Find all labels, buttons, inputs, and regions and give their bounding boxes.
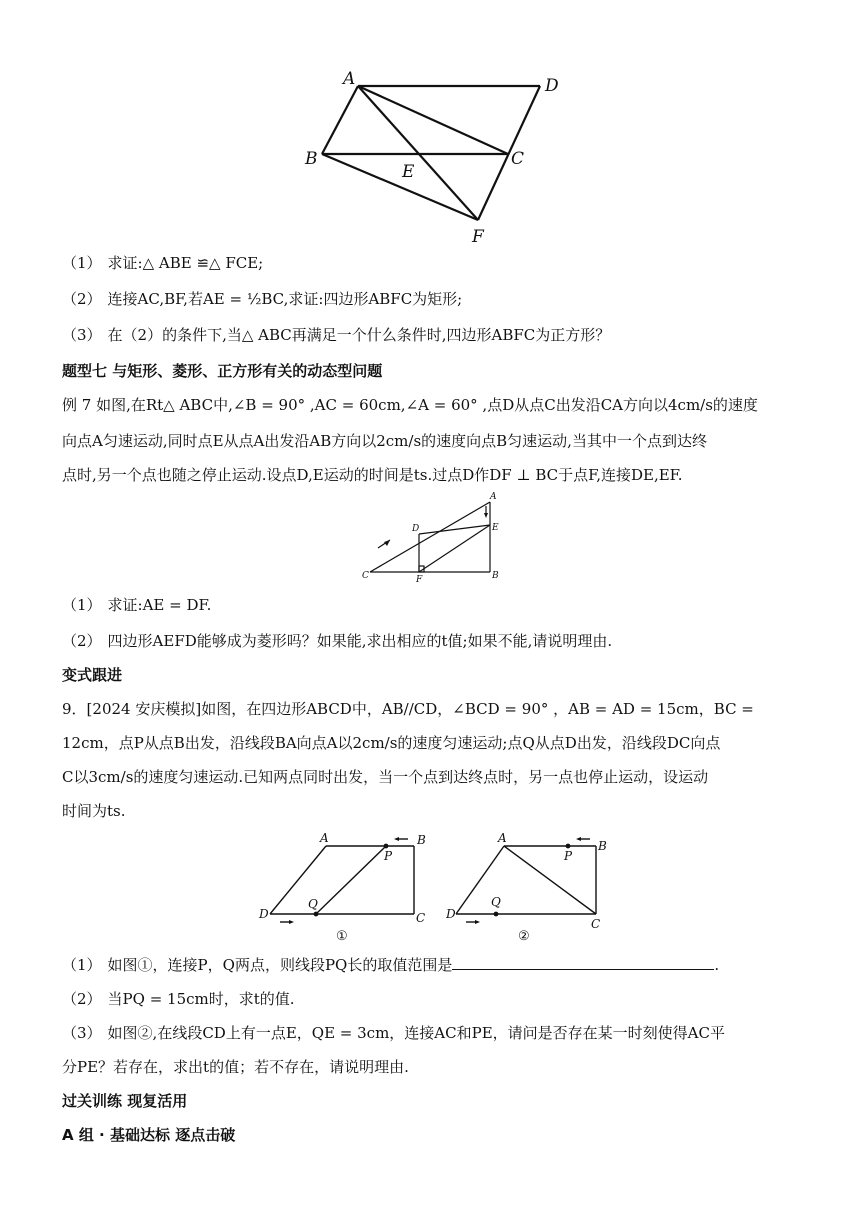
q9-text-line: 时间为ts. <box>62 802 126 820</box>
q9-item-2 <box>62 988 802 1010</box>
group-a-heading: A 组 · 基础达标 逐点击破 <box>62 1126 236 1144</box>
q9-item-3-continued: 分PE？若存在，求出t的值；若不存在，请说明理由. <box>62 1058 409 1076</box>
item-text: 当PQ = 15cm时，求t的值. <box>107 990 295 1008</box>
fig1-label-p: P <box>384 849 393 863</box>
label-c: C <box>511 149 525 169</box>
fig1-label-c: C <box>416 911 426 925</box>
answer-blank[interactable] <box>452 955 714 970</box>
label-b: B <box>305 149 318 169</box>
variant-heading: 变式跟进 <box>62 666 123 684</box>
example-text-line: 向点A匀速运动,同时点E从点A出发沿AB方向以2cm/s的速度向点B匀速运动,当其中一个点到达终 <box>62 432 707 450</box>
prev-q-item-2 <box>62 288 802 310</box>
tri-label-b: B <box>492 571 499 581</box>
fig2-label-b: B <box>598 839 607 853</box>
q9-item-1 <box>62 954 802 976</box>
example-text-line: 点时,另一个点也随之停止运动.设点D,E运动的时间是ts.过点D作DF ⊥ BC于点F,连接DE,EF. <box>62 466 683 484</box>
fig2-caption: ② <box>518 929 530 944</box>
example-item-2 <box>62 630 802 652</box>
item-number: （1） <box>62 596 102 614</box>
item-text: 四边形AEFD能够成为菱形吗？如果能,求出相应的t值;如果不能,请说明理由. <box>107 632 613 650</box>
example-item-1 <box>62 594 802 616</box>
item-text-end: . <box>714 956 720 974</box>
tri-label-e: E <box>492 523 499 533</box>
q9-text-line: 9．[2024 安庆模拟]如图，在四边形ABCD中，AB//CD，∠BCD = 90° ，AB = AD = 15cm，BC = <box>62 700 754 718</box>
fig1-label-a: A <box>320 831 329 845</box>
training-heading: 过关训练 现复活用 <box>62 1092 188 1110</box>
q9-text-line: C以3cm/s的速度匀速运动.已知两点同时出发，当一个点到达终点时，另一点也停止运动，设运动 <box>62 768 709 786</box>
figure-parallelogram <box>296 62 576 252</box>
prev-q-item-1 <box>62 252 802 274</box>
figure-right-triangle <box>358 490 508 584</box>
label-a: A <box>343 69 356 89</box>
item-number: （1） <box>62 956 102 974</box>
item-text: 连接AC,BF,若AE = ½BC,求证:四边形ABFC为矩形; <box>107 290 463 308</box>
fig1-label-b: B <box>417 833 426 847</box>
item-number: （2） <box>62 290 102 308</box>
prev-q-item-3 <box>62 324 802 346</box>
fig2-label-a: A <box>498 831 507 845</box>
fig2-label-d: D <box>446 907 456 921</box>
item-text: 求证:AE = DF. <box>107 596 212 614</box>
example-text-line: 例 7 如图,在Rt△ ABC中,∠B = 90° ,AC = 60cm,∠A = 60° ,点D从点C出发沿CA方向以4cm/s的速度 <box>62 396 758 414</box>
section-heading: 题型七 与矩形、菱形、正方形有关的动态型问题 <box>62 362 383 380</box>
figure-trapezoid-1 <box>256 826 431 946</box>
label-e: E <box>402 162 415 182</box>
q9-text-line: 12cm，点P从点B出发，沿线段BA向点A以2cm/s的速度匀速运动;点Q从点D出发，沿线段DC向点 <box>62 734 721 752</box>
fig1-caption: ① <box>336 929 348 944</box>
item-text: 求证:△ ABE ≌△ FCE; <box>107 254 264 272</box>
item-number: （3） <box>62 1024 102 1042</box>
fig1-label-q: Q <box>308 897 318 911</box>
fig2-label-p: P <box>564 849 573 863</box>
item-text: 在（2）的条件下,当△ ABC再满足一个什么条件时,四边形ABFC为正方形？ <box>107 326 611 344</box>
item-number: （2） <box>62 632 102 650</box>
tri-label-d: D <box>412 524 420 534</box>
label-f: F <box>472 227 484 247</box>
figure-trapezoid-2 <box>446 826 616 946</box>
item-text: 如图①，连接P，Q两点，则线段PQ长的取值范围是 <box>107 956 453 974</box>
tri-label-f: F <box>416 575 423 584</box>
item-number: （1） <box>62 254 102 272</box>
item-text: 如图②,在线段CD上有一点E，QE = 3cm，连接AC和PE，请问是否存在某一时刻使得AC平 <box>107 1024 725 1042</box>
tri-label-c: C <box>362 571 369 581</box>
label-d: D <box>545 76 559 96</box>
fig2-label-q: Q <box>491 895 501 909</box>
fig2-label-c: C <box>591 917 601 931</box>
item-number: （2） <box>62 990 102 1008</box>
item-number: （3） <box>62 326 102 344</box>
tri-label-a: A <box>490 492 497 502</box>
q9-item-3 <box>62 1022 802 1044</box>
fig1-label-d: D <box>259 907 269 921</box>
